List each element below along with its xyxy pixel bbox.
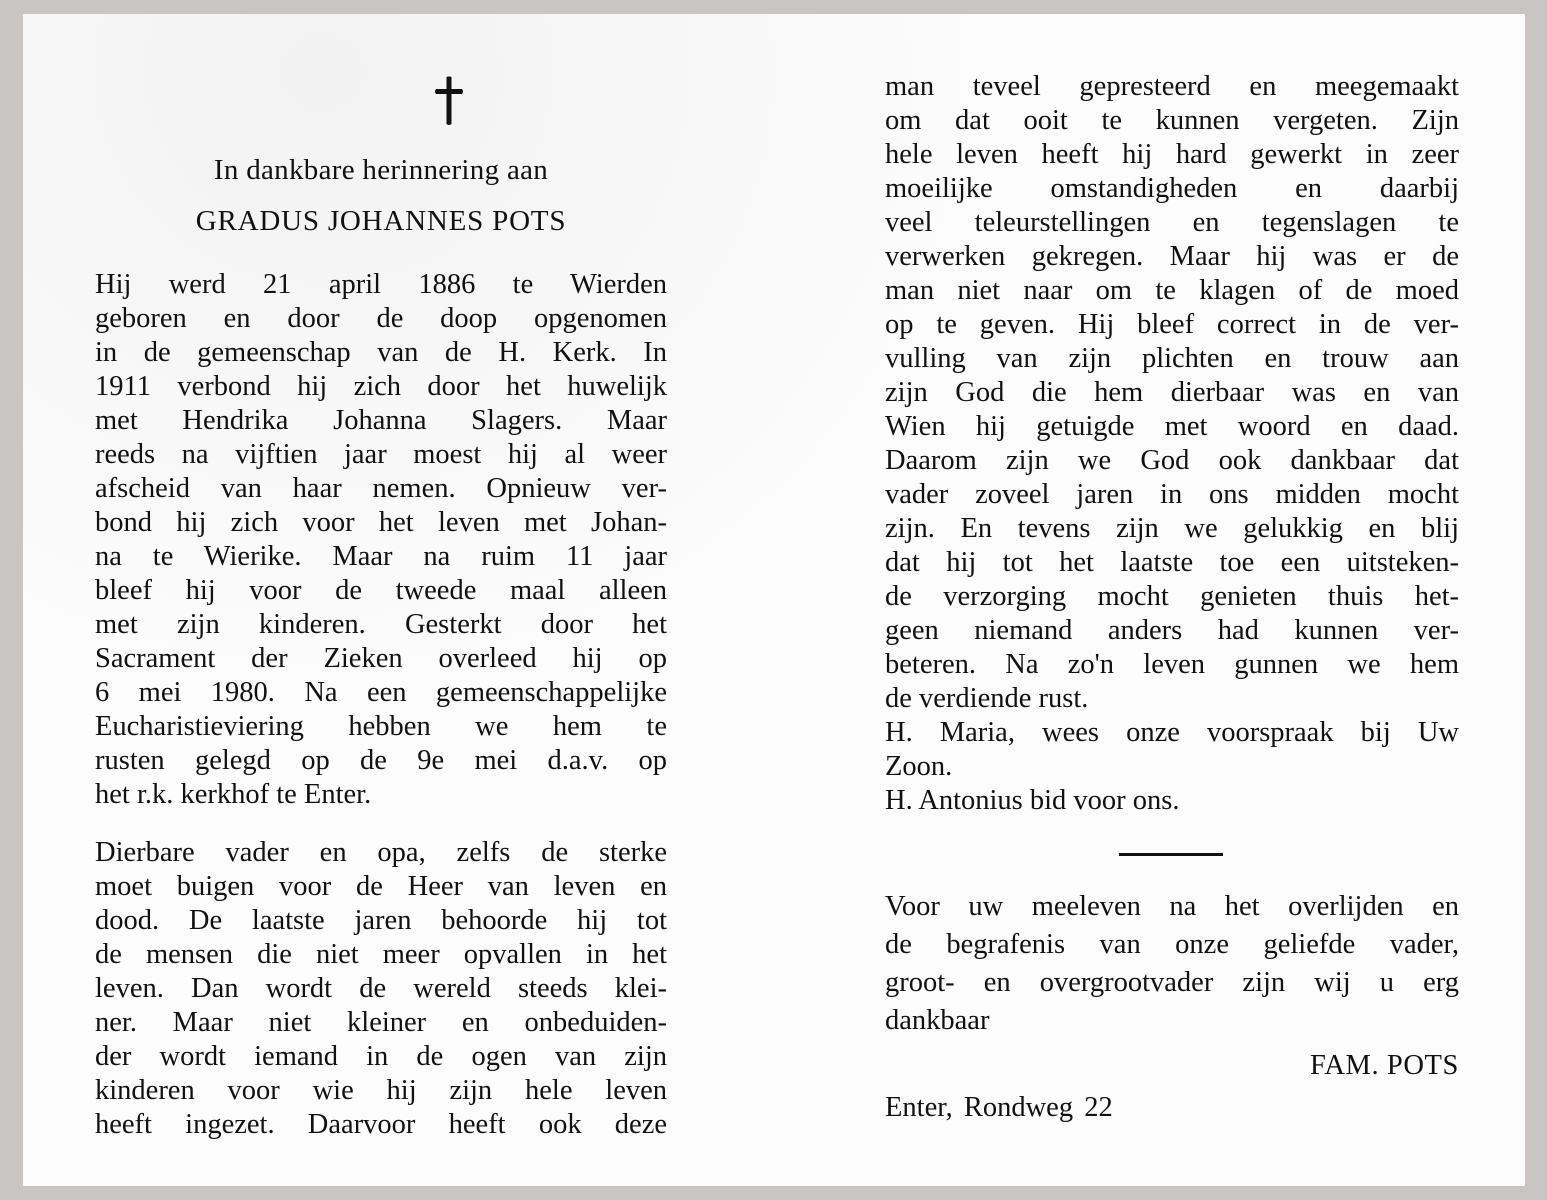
text-line: geen niemand anders had kunnen ver- bbox=[885, 615, 1459, 646]
text-line: in de gemeenschap van de H. Kerk. In bbox=[95, 337, 667, 368]
thanks-paragraph bbox=[885, 888, 1459, 1040]
text-line: om dat ooit te kunnen vergeten. Zijn bbox=[885, 105, 1459, 136]
text-line: bleef hij voor de tweede maal alleen bbox=[95, 575, 667, 606]
text-line: man teveel gepresteerd en meegemaakt bbox=[885, 71, 1459, 102]
text-line: dood. De laatste jaren behoorde hij tot bbox=[95, 905, 667, 936]
text-line: vader zoveel jaren in ons midden mocht bbox=[885, 479, 1459, 510]
text-line: met Hendrika Johanna Slagers. Maar bbox=[95, 405, 667, 436]
text-line: moeilijke omstandigheden en daarbij bbox=[885, 173, 1459, 204]
text-line: na te Wierike. Maar na ruim 11 jaar bbox=[95, 541, 667, 572]
text-line: moet buigen voor de Heer van leven en bbox=[95, 871, 667, 902]
text-line: dankbaar bbox=[885, 1005, 990, 1036]
text-line: beteren. Na zo'n leven gunnen we hem bbox=[885, 649, 1459, 680]
family-address: Enter, Rondweg 22 bbox=[885, 1092, 1113, 1123]
text-line: Daarom zijn we God ook dankbaar dat bbox=[885, 445, 1459, 476]
text-line: heeft ingezet. Daarvoor heeft ook deze bbox=[95, 1109, 667, 1140]
text-line: zijn God die hem dierbaar was en van bbox=[885, 377, 1459, 408]
text-line: kinderen voor wie hij zijn hele leven bbox=[95, 1075, 667, 1106]
text-line: ner. Maar niet kleiner en onbeduiden- bbox=[95, 1007, 667, 1038]
text-line: man niet naar om te klagen of de moed bbox=[885, 275, 1459, 306]
deceased-name: GRADUS JOHANNES POTS bbox=[195, 205, 567, 237]
tribute-continued-paragraph bbox=[885, 70, 1459, 818]
prayer-maria-line: H. Maria, wees onze voorspraak bij Uw bbox=[885, 717, 1459, 748]
text-line: dat hij tot het laatste toe een uitsteken- bbox=[885, 547, 1459, 578]
text-line: de begrafenis van onze geliefde vader, bbox=[885, 929, 1459, 960]
text-line: hele leven heeft hij hard gewerkt in zeer bbox=[885, 139, 1459, 170]
text-line: 6 mei 1980. Na een gemeenschappelijke bbox=[95, 677, 667, 708]
text-line: met zijn kinderen. Gesterkt door het bbox=[95, 609, 667, 640]
text-line: der wordt iemand in de ogen van zijn bbox=[95, 1041, 667, 1072]
family-signature: FAM. POTS bbox=[1310, 1050, 1459, 1081]
text-line: bond hij zich voor het leven met Johan- bbox=[95, 507, 667, 538]
text-line: 1911 verbond hij zich door het huwelijk bbox=[95, 371, 667, 402]
text-line: Sacrament der Zieken overleed hij op bbox=[95, 643, 667, 674]
tribute-paragraph bbox=[95, 836, 667, 1142]
text-line: Eucharistieviering hebben we hem te bbox=[95, 711, 667, 742]
cross-icon bbox=[434, 76, 464, 126]
text-line: Wien hij getuigde met woord en daad. bbox=[885, 411, 1459, 442]
text-line: het r.k. kerkhof te Enter. bbox=[95, 779, 372, 810]
text-line: geboren en door de doop opgenomen bbox=[95, 303, 667, 334]
prayer-maria-line: Zoon. bbox=[885, 751, 953, 782]
biography-paragraph bbox=[95, 268, 667, 812]
memorial-card bbox=[23, 14, 1525, 1186]
text-line: de mensen die niet meer opvallen in het bbox=[95, 939, 667, 970]
text-line: Hij werd 21 april 1886 te Wierden bbox=[95, 269, 667, 300]
text-line: Dierbare vader en opa, zelfs de sterke bbox=[95, 837, 667, 868]
text-line: Voor uw meeleven na het overlijden en bbox=[885, 891, 1459, 922]
text-line: op te geven. Hij bleef correct in de ver- bbox=[885, 309, 1459, 340]
prayer-antonius: H. Antonius bid voor ons. bbox=[885, 785, 1180, 816]
text-line: rusten gelegd op de 9e mei d.a.v. op bbox=[95, 745, 667, 776]
divider-rule bbox=[1119, 853, 1223, 856]
text-line: veel teleurstellingen en tegenslagen te bbox=[885, 207, 1459, 238]
text-line: reeds na vijftien jaar moest hij al weer bbox=[95, 439, 667, 470]
text-line: afscheid van haar nemen. Opnieuw ver- bbox=[95, 473, 667, 504]
text-line: groot- en overgrootvader zijn wij u erg bbox=[885, 967, 1459, 998]
text-line: de verzorging mocht genieten thuis het- bbox=[885, 581, 1459, 612]
intro-heading: In dankbare herinnering aan bbox=[213, 154, 549, 186]
text-line: de verdiende rust. bbox=[885, 683, 1089, 714]
text-line: vulling van zijn plichten en trouw aan bbox=[885, 343, 1459, 374]
text-line: leven. Dan wordt de wereld steeds klei- bbox=[95, 973, 667, 1004]
text-line: verwerken gekregen. Maar hij was er de bbox=[885, 241, 1459, 272]
text-line: zijn. En tevens zijn we gelukkig en blij bbox=[885, 513, 1459, 544]
